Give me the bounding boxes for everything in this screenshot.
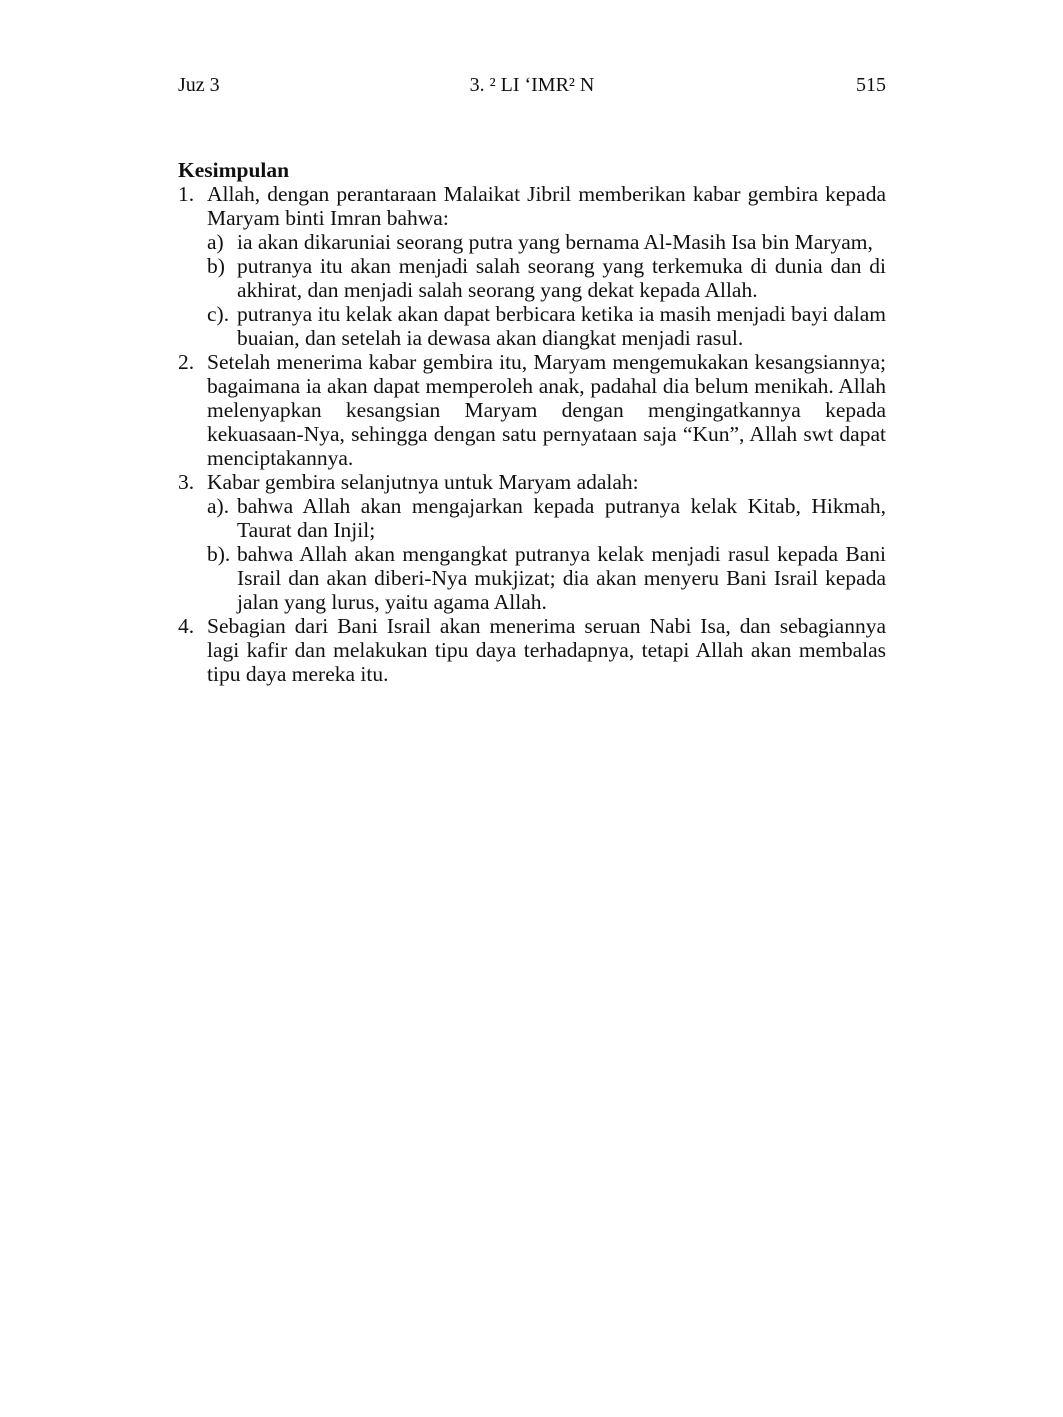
list-item xyxy=(178,350,886,470)
list-item-body xyxy=(207,470,886,614)
list-item-text: Allah, dengan perantaraan Malaikat Jibril memberikan kabar gembira kepada Maryam binti Imran bahwa: xyxy=(207,182,886,230)
list-item-number: 3. xyxy=(178,470,195,494)
list-item-number: 1. xyxy=(178,182,195,206)
chapter-title: 3. ² LI ‘IMR² N xyxy=(469,74,595,96)
sub-item-text: bahwa Allah akan mengangkat putranya kelak menjadi rasul kepada Bani Israil dan akan diberi-Nya mukjizat; dia akan menyeru Bani Israil kepada jalan yang lurus, yaitu agama Allah. xyxy=(237,542,886,614)
list-item-number: 2. xyxy=(178,350,195,374)
sub-item-label: b) xyxy=(207,254,225,278)
sub-item-label: a) xyxy=(207,230,224,254)
page-number: 515 xyxy=(856,74,886,96)
sub-item xyxy=(207,494,886,542)
sub-item-label: a). xyxy=(207,494,230,518)
juz-label: Juz 3 xyxy=(178,74,220,96)
list-item xyxy=(178,182,886,350)
list-item-body xyxy=(207,182,886,350)
sub-item xyxy=(207,230,886,254)
list-item-text: Setelah menerima kabar gembira itu, Maryam mengemukakan kesangsiannya; bagaimana ia akan dapat memperoleh anak, padahal dia belum menikah. Allah melenyapkan kesangsian Maryam dengan mengingatkannya kepada kekuasaan-Nya, sehingga dengan satu pernyataan saja “Kun”, Allah swt dapat menciptakannya. xyxy=(207,350,886,470)
sub-item-text: putranya itu kelak akan dapat berbicara ketika ia masih menjadi bayi dalam buaian, dan setelah ia dewasa akan diangkat menjadi rasul. xyxy=(237,302,886,350)
list-item-text: Kabar gembira selanjutnya untuk Maryam adalah: xyxy=(207,470,639,494)
page-header xyxy=(178,73,886,99)
sub-item-text: bahwa Allah akan mengajarkan kepada putranya kelak Kitab, Hikmah, Taurat dan Injil; xyxy=(237,494,886,542)
list-item-number: 4. xyxy=(178,614,195,638)
sub-item xyxy=(207,302,886,350)
list-item-text: Sebagian dari Bani Israil akan menerima seruan Nabi Isa, dan sebagiannya lagi kafir dan melakukan tipu daya terhadapnya, tetapi Allah akan membalas tipu daya mereka itu. xyxy=(207,614,886,686)
page-body xyxy=(178,158,886,686)
sub-item-label: c). xyxy=(207,302,230,326)
list-item xyxy=(178,614,886,686)
sub-item xyxy=(207,542,886,614)
sub-item-text: ia akan dikaruniai seorang putra yang bernama Al-Masih Isa bin Maryam, xyxy=(237,230,873,254)
section-heading: Kesimpulan xyxy=(178,158,290,182)
sub-item-label: b). xyxy=(207,542,231,566)
list-item xyxy=(178,470,886,614)
sub-item xyxy=(207,254,886,302)
sub-item-text: putranya itu akan menjadi salah seorang yang terkemuka di dunia dan di akhirat, dan menjadi salah seorang yang dekat kepada Allah. xyxy=(237,254,886,302)
